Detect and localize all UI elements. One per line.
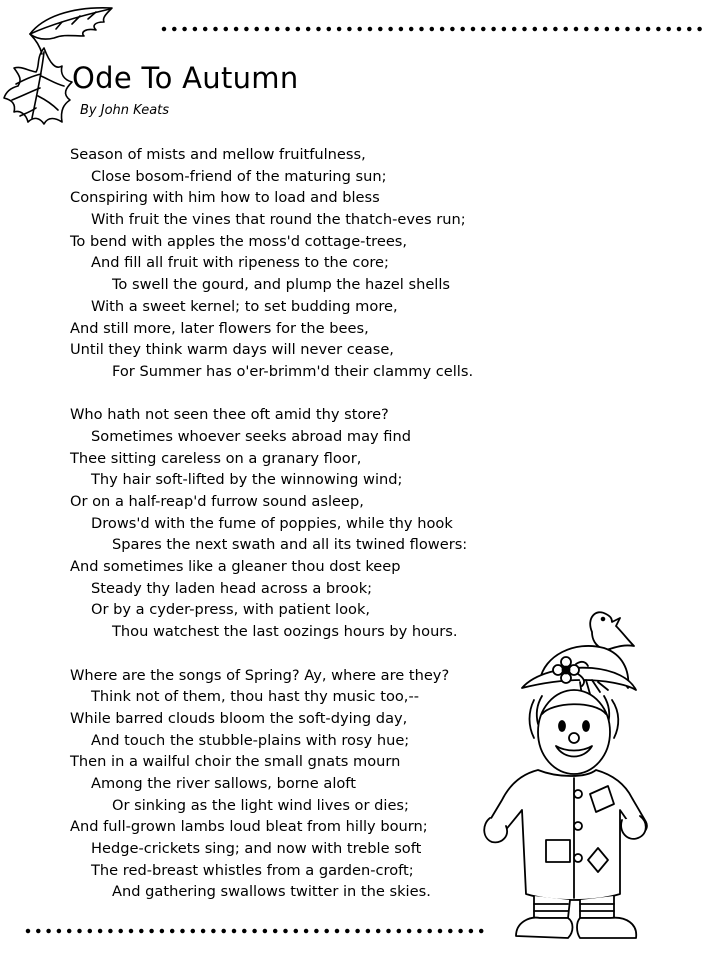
stanza-2 [70, 404, 540, 643]
stanza-1 [70, 144, 540, 383]
poem-line: Drows'd with the fume of poppies, while thy hook [91, 514, 453, 532]
bottom-dotted-divider [24, 926, 486, 936]
poem-line: The red-breast whistles from a garden-croft; [91, 861, 414, 879]
poem-line: Or sinking as the light wind lives or dies; [112, 796, 409, 814]
poem-line: Steady thy laden head across a brook; [91, 579, 373, 597]
top-dotted-divider [160, 24, 712, 34]
poem-line: Close bosom-friend of the maturing sun; [91, 167, 387, 185]
poem-line: Conspiring with him how to load and bless [70, 189, 380, 207]
poem-author: By John Keats [80, 103, 170, 118]
poem-line: Or by a cyder-press, with patient look, [91, 601, 371, 619]
poem-title: Ode To Autumn [72, 61, 299, 95]
poem-line: With fruit the vines that round the thatch-eves run; [91, 211, 466, 229]
poem-line: Season of mists and mellow fruitfulness, [70, 146, 366, 163]
poem-body [70, 144, 540, 925]
poem-line: Who hath not seen thee oft amid thy store? [70, 406, 389, 424]
poem-line: Then in a wailful choir the small gnats mourn [70, 753, 401, 771]
poem-line: Where are the songs of Spring? Ay, where are they? [70, 666, 450, 684]
poem-line: Thy hair soft-lifted by the winnowing wind; [91, 471, 403, 489]
poem-line: Think not of them, thou hast thy music too,-- [91, 688, 419, 706]
poem-line: Hedge-crickets sing; and now with treble soft [91, 840, 422, 857]
poem-line: With a sweet kernel; to set budding more, [91, 297, 398, 315]
poem-line: Until they think warm days will never cease, [70, 341, 394, 359]
poem-line: Thou watchest the last oozings hours by hours. [112, 623, 458, 641]
poem-line: And full-grown lambs loud bleat from hilly bourn; [70, 818, 428, 836]
scarecrow-illustration [482, 604, 652, 944]
poem-line: Or on a half-reap'd furrow sound asleep, [70, 493, 364, 510]
poem-line: To bend with apples the moss'd cottage-trees, [70, 232, 408, 250]
poem-line: Spares the next swath and all its twined flowers: [112, 536, 468, 554]
poem-line: Among the river sallows, borne aloft [91, 774, 356, 792]
poem-line: And sometimes like a gleaner thou dost keep [70, 558, 401, 576]
poem-line: And fill all fruit with ripeness to the core; [91, 254, 389, 272]
poem-line: And still more, later flowers for the bees, [70, 319, 369, 337]
poem-line: While barred clouds bloom the soft-dying day, [70, 709, 408, 727]
poem-line: Sometimes whoever seeks abroad may find [91, 427, 412, 445]
poem-line: And gathering swallows twitter in the skies. [112, 883, 431, 901]
poem-line: Thee sitting careless on a granary floor, [70, 449, 362, 467]
poem-line: For Summer has o'er-brimm'd their clammy cells. [112, 362, 474, 380]
poem-line: To swell the gourd, and plump the hazel shells [112, 276, 451, 294]
stanza-3 [70, 665, 540, 904]
poem-line: And touch the stubble-plains with rosy hue; [91, 731, 410, 749]
